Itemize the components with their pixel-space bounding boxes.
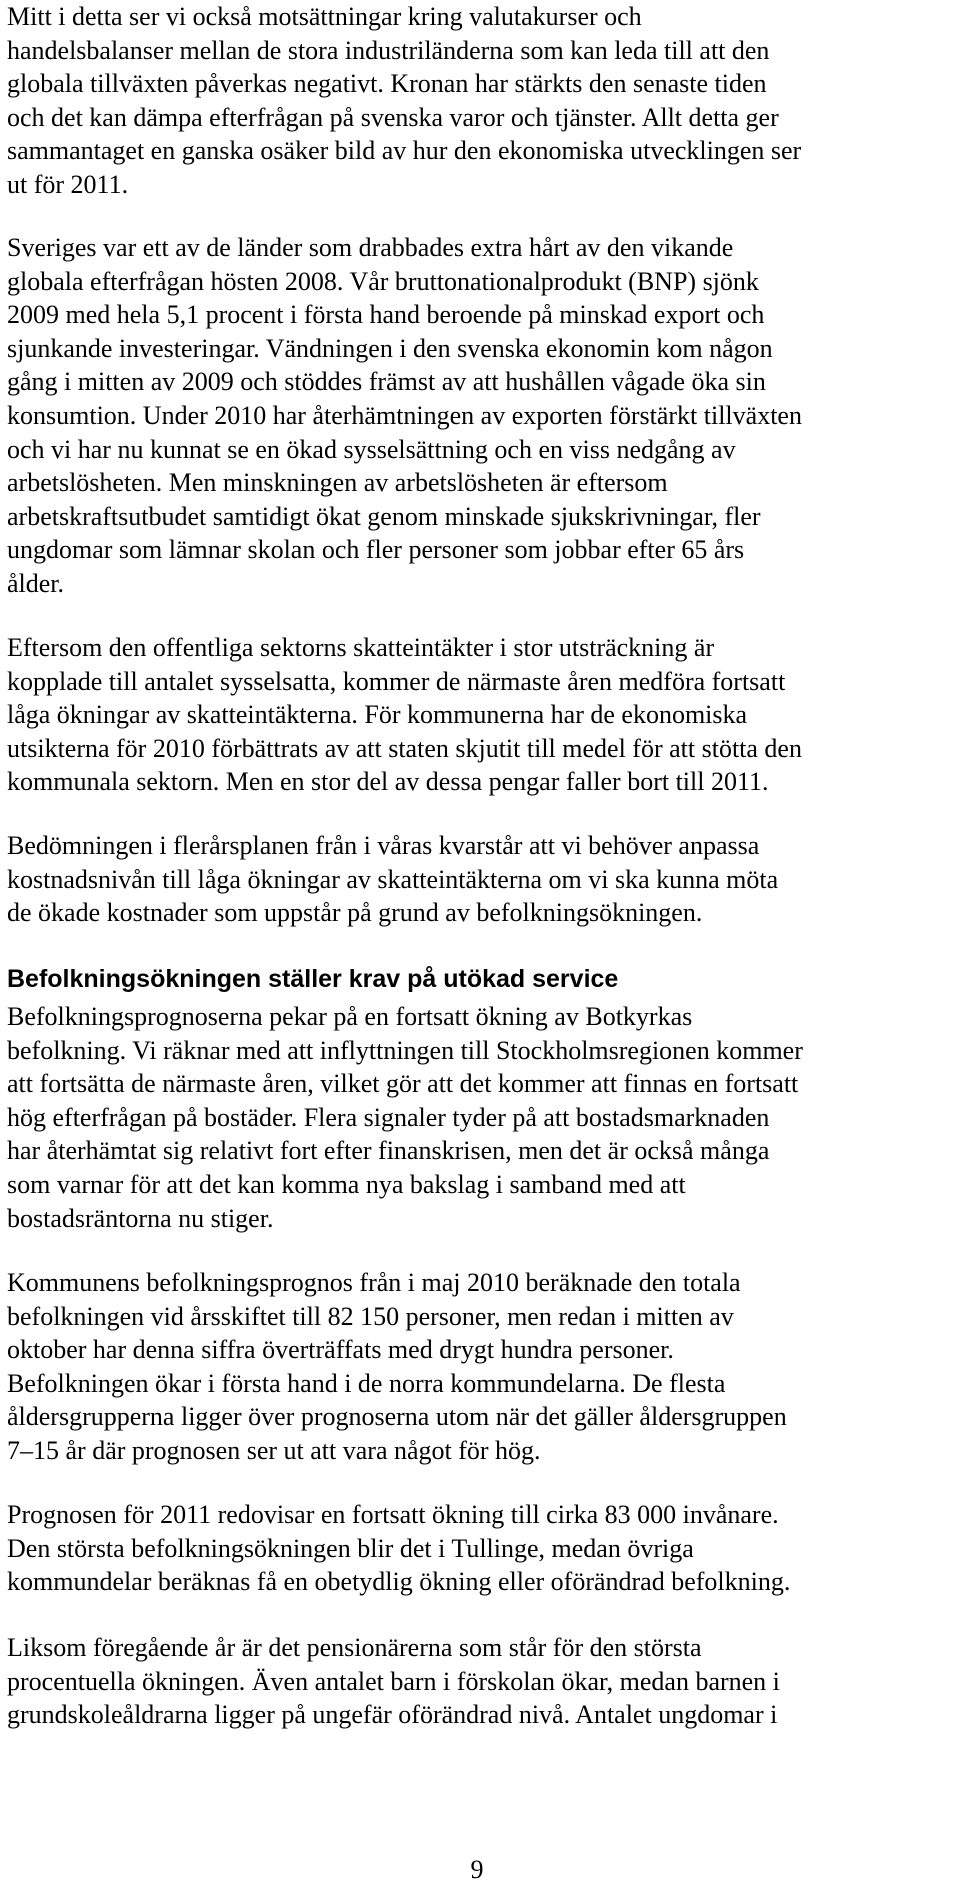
text-line: kostnadsnivån till låga ökningar av skatteintäkterna om vi ska kunna möta	[7, 864, 779, 894]
text-line: har återhämtat sig relativt fort efter finanskrisen, men det är också många	[7, 1136, 770, 1166]
paragraph-pensioners	[7, 1631, 780, 1732]
document-page	[7, 0, 947, 1895]
text-line: kommundelar beräknas få en obetydlig ökning eller oförändrad befolkning.	[7, 1567, 791, 1597]
page-number: 9	[470, 1855, 484, 1884]
text-line: arbetskraftsutbudet samtidigt ökat genom minskade sjukskrivningar, fler	[7, 501, 761, 531]
text-line: handelsbalanser mellan de stora industriländerna som kan leda till att den	[7, 35, 770, 65]
text-line: låga ökningar av skatteintäkterna. För kommunerna har de ekonomiska	[7, 700, 748, 730]
text-line: åldersgrupperna ligger över prognoserna utom när det gäller åldersgruppen	[7, 1402, 787, 1432]
text-line: utsikterna för 2010 förbättrats av att staten skjutit till medel för att stötta den	[7, 733, 802, 763]
text-line: procentuella ökningen. Även antalet barn i förskolan ökar, medan barnen i	[7, 1666, 780, 1696]
text-line: 2009 med hela 5,1 procent i första hand beroende på minskad export och	[7, 300, 765, 330]
paragraph-population-forecast	[7, 1000, 803, 1235]
text-line: ålder.	[7, 568, 65, 598]
text-line: arbetslösheten. Men minskningen av arbetslösheten är eftersom	[7, 468, 668, 498]
text-line: Bedömningen i flerårsplanen från i våras kvarstår att vi behöver anpassa	[7, 831, 760, 860]
text-line: bostadsräntorna nu stiger.	[7, 1203, 274, 1233]
paragraph-gdp-and-employment	[7, 231, 802, 601]
text-line: Prognosen för 2011 redovisar en fortsatt ökning till cirka 83 000 invånare.	[7, 1500, 779, 1529]
text-line: befolkningen vid årsskiftet till 82 150 personer, men redan i mitten av	[7, 1301, 734, 1331]
text-line: Liksom föregående år är det pensionärerna som står för den största	[7, 1633, 702, 1662]
text-line: oktober har denna siffra överträffats med drygt hundra personer.	[7, 1335, 674, 1365]
text-line: Befolkningsprognoserna pekar på en fortsatt ökning av Botkyrkas	[7, 1002, 693, 1031]
text-line: grundskoleåldrarna ligger på ungefär oförändrad nivå. Antalet ungdomar i	[7, 1700, 778, 1730]
paragraph-economy-outlook	[7, 0, 801, 202]
text-line: de ökade kostnader som uppstår på grund av befolkningsökningen.	[7, 898, 703, 928]
text-line: konsumtion. Under 2010 har återhämtningen av exporten förstärkt tillväxten	[7, 400, 802, 430]
paragraph-forecast-2011	[7, 1498, 790, 1599]
text-line: Befolkningen ökar i första hand i de norra kommundelarna. De flesta	[7, 1368, 726, 1398]
text-line: att fortsätta de närmaste åren, vilket gör att det kommer att finnas en fortsatt	[7, 1069, 799, 1099]
text-line: och det kan dämpa efterfrågan på svenska varor och tjänster. Allt detta ger	[7, 102, 779, 132]
text-line: kopplade till antalet sysselsatta, kommer de närmaste åren medföra fortsatt	[7, 666, 786, 696]
text-line: Sveriges var ett av de länder som drabbades extra hårt av den vikande	[7, 233, 734, 262]
text-line: ungdomar som lämnar skolan och fler personer som jobbar efter 65 års	[7, 535, 745, 565]
text-line: kommunala sektorn. Men en stor del av dessa pengar faller bort till 2011.	[7, 767, 769, 797]
text-line: Den största befolkningsökningen blir det i Tullinge, medan övriga	[7, 1533, 694, 1563]
text-line: som varnar för att det kan komma nya bakslag i samband med att	[7, 1169, 686, 1199]
text-line: globala tillväxten påverkas negativt. Kronan har stärkts den senaste tiden	[7, 69, 767, 99]
text-line: Mitt i detta ser vi också motsättningar kring valutakurser och	[7, 2, 642, 31]
paragraph-multi-year-plan	[7, 829, 778, 930]
text-line: gång i mitten av 2009 och stöddes främst av att hushållen vågade öka sin	[7, 367, 766, 397]
text-line: Kommunens befolkningsprognos från i maj 2010 beräknade den totala	[7, 1268, 741, 1297]
text-line: sammantaget en ganska osäker bild av hur den ekonomiska utvecklingen ser	[7, 136, 802, 166]
text-line: 7–15 år där prognosen ser ut att vara något för hög.	[7, 1435, 541, 1465]
text-line: och vi har nu kunnat se en ökad sysselsättning och en viss nedgång av	[7, 434, 736, 464]
text-line: Eftersom den offentliga sektorns skatteintäkter i stor utsträckning är	[7, 633, 715, 662]
text-line: globala efterfrågan hösten 2008. Vår bruttonationalprodukt (BNP) sjönk	[7, 266, 759, 296]
text-line: ut för 2011.	[7, 169, 129, 199]
text-line: hög efterfrågan på bostäder. Flera signaler tyder på att bostadsmarknaden	[7, 1102, 770, 1132]
text-line: befolkning. Vi räknar med att inflyttningen till Stockholmsregionen kommer	[7, 1035, 803, 1065]
section-heading: Befolkningsökningen ställer krav på utökad service	[7, 965, 619, 993]
text-line: sjunkande investeringar. Vändningen i den svenska ekonomin kom någon	[7, 333, 773, 363]
paragraph-tax-revenue	[7, 631, 802, 799]
paragraph-municipal-forecast	[7, 1266, 787, 1468]
